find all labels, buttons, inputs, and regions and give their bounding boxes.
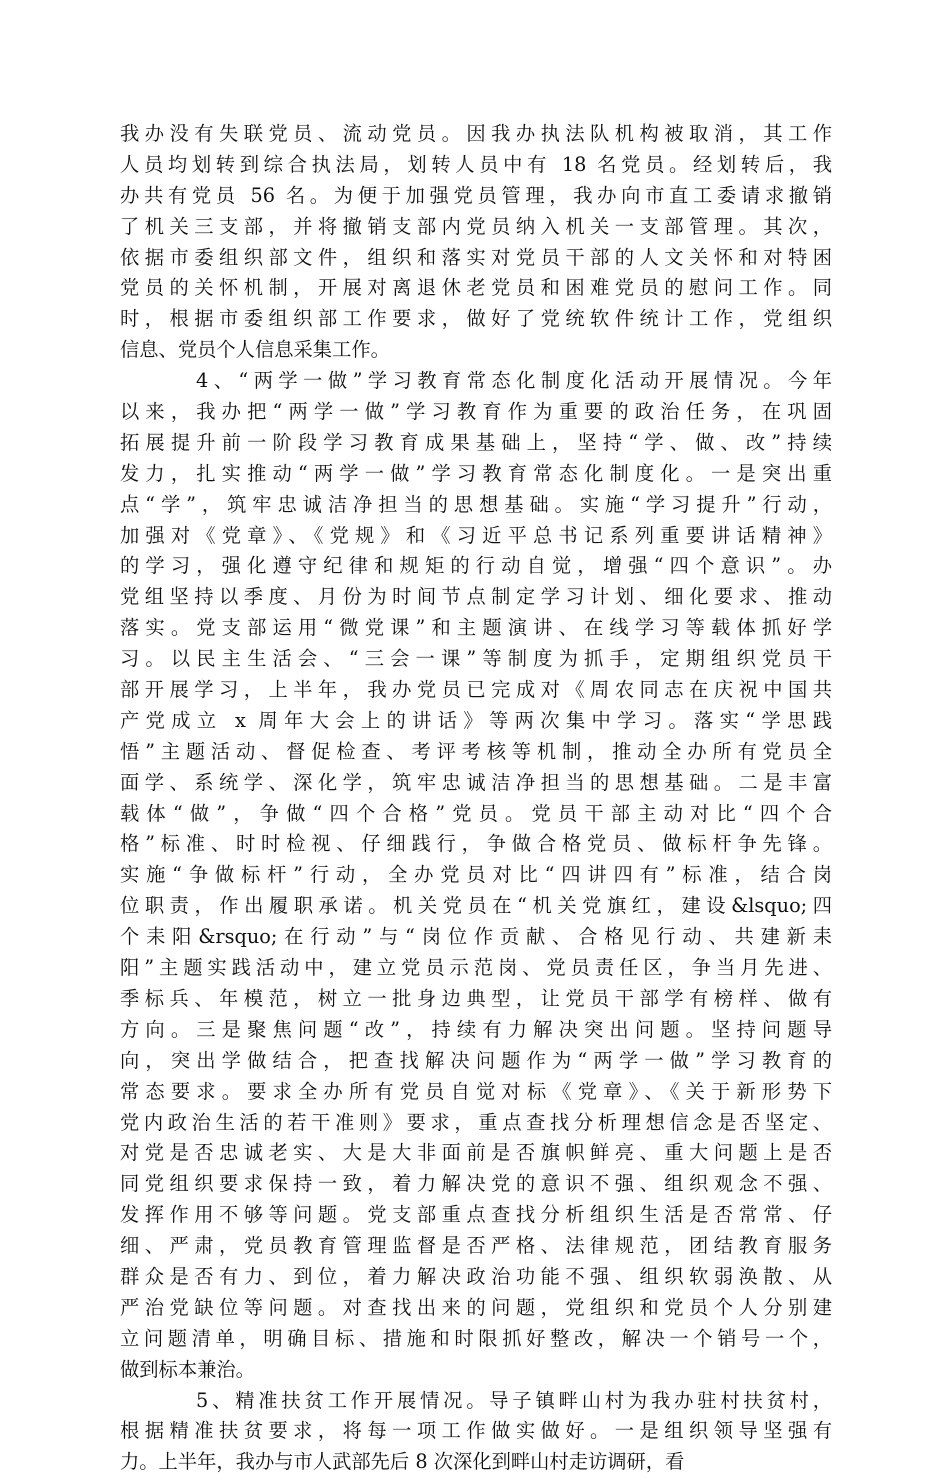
text-line: 加强对《党章》、《党规》和《习近平总书记系列重要讲话精神》 [120, 523, 832, 547]
text-line: 严治党缺位等问题。对查找出来的问题，党组织和党员个人分别建 [120, 1295, 832, 1319]
text-line: 办共有党员 56 名。为便于加强党员管理，我办向市直工委请求撤销 [120, 183, 832, 207]
text-line: 依据市委组织部文件，组织和落实对党员干部的人文关怀和对特困 [120, 245, 832, 269]
text-line: 载体“做”，争做“四个合格”党员。党员干部主动对比“四个合 [120, 801, 832, 825]
text-line: 了机关三支部，并将撤销支部内党员纳入机关一支部管理。其次， [120, 214, 832, 238]
text-line: 发力，扎实推动“两学一做”学习教育常态化制度化。一是突出重 [120, 461, 832, 485]
text-line: 位职责，作出履职承诺。机关党员在“机关党旗红，建设&lsquo;四 [120, 894, 832, 918]
text-line: 以来，我办把“两学一做”学习教育作为重要的政治任务，在巩固 [120, 400, 832, 424]
text-line: 力。上半年，我办与市人武部先后 8 次深化到畔山村走访调研，看 [120, 1450, 685, 1474]
text-line: 人员均划转到综合执法局，划转人员中有 18 名党员。经划转后，我 [120, 152, 832, 176]
text-line: 落实。党支部运用“微党课”和主题演讲、在线学习等载体抓好学 [120, 616, 832, 640]
text-line: 方向。三是聚焦问题“改”，持续有力解决突出问题。坚持问题导 [120, 1017, 832, 1041]
text-line: 时，根据市委组织部工作要求，做好了党统软件统计工作，党组织 [120, 307, 832, 331]
paragraph-p1 [120, 119, 832, 366]
text-line: 实施“争做标杆”行动，全办党员对比“四讲四有”标准，结合岗 [120, 863, 832, 887]
text-line: 发挥作用不够等问题。党支部重点查找分析组织生活是否常常、仔 [120, 1203, 832, 1227]
paragraph-p3 [120, 1386, 832, 1478]
text-line: 信息、党员个人信息采集工作。 [120, 338, 390, 362]
text-line: 向，突出学做结合，把查找解决问题作为“两学一做”学习教育的 [120, 1048, 832, 1072]
document-body [120, 119, 832, 1478]
text-line: 立问题清单，明确目标、措施和时限抓好整改，解决一个销号一个， [120, 1326, 832, 1350]
text-line: 阳”主题实践活动中，建立党员示范岗、党员责任区，争当月先进、 [120, 956, 832, 980]
text-line: 部开展学习，上半年，我办党员已完成对《周农同志在庆祝中国共 [120, 678, 832, 702]
text-line: 党员的关怀机制，开展对离退休老党员和困难党员的慰问工作。同 [120, 276, 832, 300]
text-line: 悟”主题活动、督促检查、考评考核等机制，推动全办所有党员全 [120, 739, 832, 763]
text-line: 点“学”，筑牢忠诚洁净担当的思想基础。实施“学习提升”行动， [120, 492, 832, 516]
text-line: 细、严肃，党员教育管理监督是否严格、法律规范，团结教育服务 [120, 1234, 832, 1258]
text-line: 面学、系统学、深化学，筑牢忠诚洁净担当的思想基础。二是丰富 [120, 770, 832, 794]
text-line: 党组坚持以季度、月份为时间节点制定学习计划、细化要求、推动 [120, 585, 832, 609]
text-line: 季标兵、年模范，树立一批身边典型，让党员干部学有榜样、做有 [120, 986, 832, 1010]
text-line: 格”标准、时时检视、仔细践行，争做合格党员、做标杆争先锋。 [120, 832, 832, 856]
text-line: 群众是否有力、到位，着力解决政治功能不强、组织软弱涣散、从 [120, 1264, 832, 1288]
text-line: 4、“两学一做”学习教育常态化制度化活动开展情况。今年 [196, 369, 832, 393]
text-line: 我办没有失联党员、流动党员。因我办执法队机构被取消，其工作 [120, 122, 832, 145]
text-line: 常态要求。要求全办所有党员自觉对标《党章》、《关于新形势下 [120, 1079, 832, 1103]
text-line: 拓展提升前一阶段学习教育成果基础上，坚持“学、做、改”持续 [120, 430, 832, 454]
text-line: 同党组织要求保持一致，着力解决党的意识不强、组织观念不强、 [120, 1172, 832, 1196]
paragraph-p2 [120, 366, 832, 1385]
text-line: 个耒阳&rsquo;在行动”与“岗位作贡献、合格见行动、共建新耒 [120, 925, 832, 949]
text-line: 做到标本兼治。 [120, 1357, 255, 1381]
text-line: 习。以民主生活会、“三会一课”等制度为抓手，定期组织党员干 [120, 647, 832, 671]
text-line: 产党成立 x 周年大会上的讲话》等两次集中学习。落实“学思践 [120, 708, 832, 732]
text-line: 的学习，强化遵守纪律和规矩的行动自觉，增强“四个意识”。办 [120, 554, 832, 578]
text-line: 5、精准扶贫工作开展情况。导子镇畔山村为我办驻村扶贫村， [196, 1388, 832, 1412]
text-line: 对党是否忠诚老实、大是大非面前是否旗帜鲜亮、重大问题上是否 [120, 1141, 832, 1165]
text-line: 党内政治生活的若干准则》要求，重点查找分析理想信念是否坚定、 [120, 1110, 832, 1134]
text-line: 根据精准扶贫要求，将每一项工作做实做好。一是组织领导坚强有 [120, 1419, 832, 1443]
